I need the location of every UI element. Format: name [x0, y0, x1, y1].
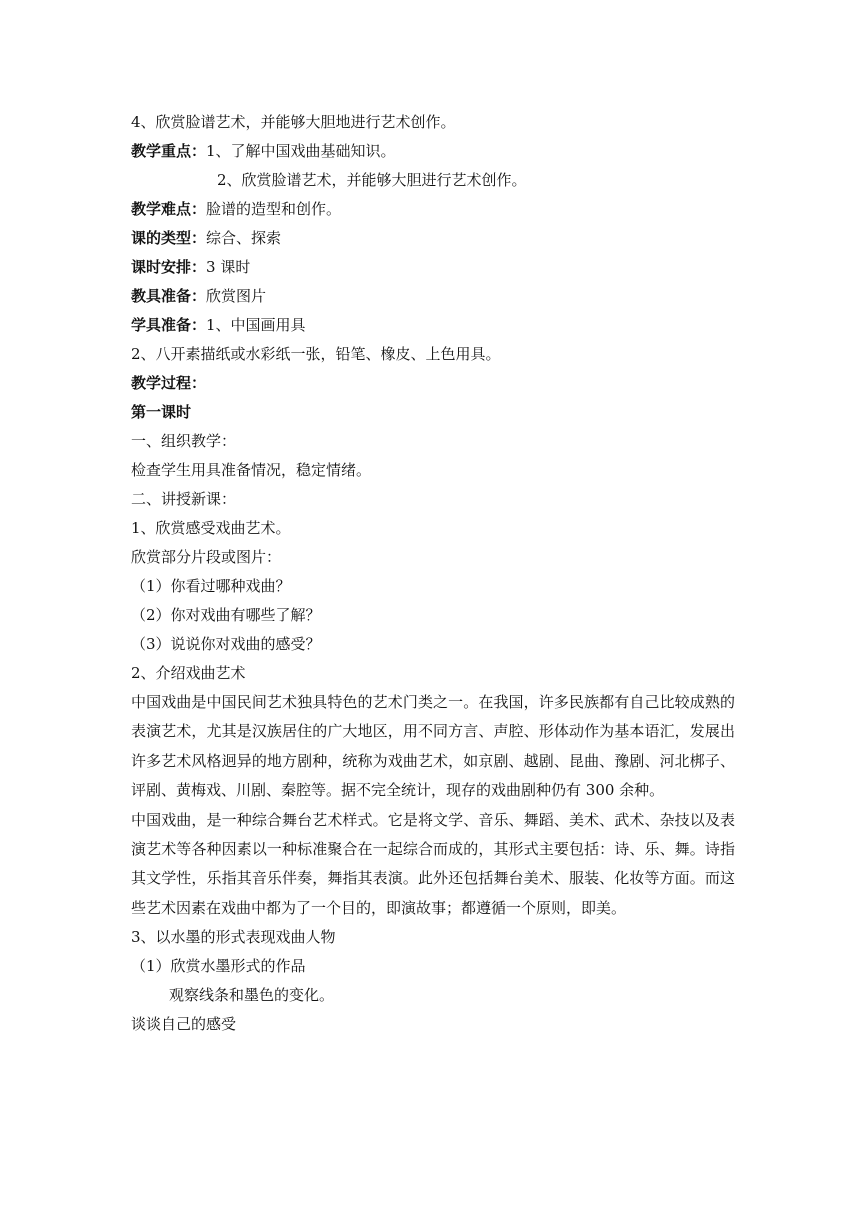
- sub-step-1: （1）欣赏水墨形式的作品: [131, 957, 306, 976]
- question-1: （1）你看过哪种戏曲？: [131, 577, 291, 595]
- schedule-value: 3 课时: [206, 258, 251, 276]
- student-tools-label: 学具准备：: [131, 316, 207, 334]
- step-1-intro: 欣赏部分片段或图片：: [131, 548, 282, 566]
- step-3-title: 3、以水墨的形式表现戏曲人物: [131, 928, 336, 947]
- section-1-text: 检查学生用具准备情况，稳定情绪。: [131, 461, 372, 479]
- discussion-prompt: 谈谈自己的感受: [131, 1015, 237, 1034]
- lesson-type-value: 综合、探索: [206, 229, 282, 247]
- key-points-label: 教学重点：: [131, 142, 207, 160]
- step-2-title: 2、介绍戏曲艺术: [131, 664, 246, 682]
- process-heading: 教学过程：: [131, 374, 207, 392]
- lesson-plan-body: [131, 108, 735, 1039]
- sub-step-1-detail: 观察线条和墨色的变化。: [169, 986, 335, 1005]
- question-2: （2）你对戏曲有哪些了解？: [131, 606, 321, 624]
- key-point-1: 1、了解中国戏曲基础知识。: [206, 142, 396, 160]
- key-points-row: [131, 137, 735, 166]
- step-1-title: 1、欣赏感受戏曲艺术。: [131, 519, 291, 537]
- teacher-tools-row: [131, 282, 735, 311]
- difficulty-label: 教学难点：: [131, 200, 207, 218]
- opera-intro-paragraph-2: 中国戏曲，是一种综合舞台艺术样式。它是将文学、音乐、舞蹈、美术、武术、杂技以及表演艺术等各种因素以一种标准聚合在一起综合而成的，其形式主要包括：诗、乐、舞。诗指其文学性，乐指其音乐伴奏，舞指其表演。此外还包括舞台美术、服装、化妆等方面。而这些艺术因素在戏曲中都为了一个目的，即演故事；都遵循一个原则，即美。: [131, 810, 735, 917]
- teacher-tools-label: 教具准备：: [131, 287, 207, 305]
- schedule-label: 课时安排：: [131, 258, 207, 276]
- opera-intro-paragraph-1: 中国戏曲是中国民间艺术独具特色的艺术门类之一。在我国，许多民族都有自己比较成熟的表演艺术，尤其是汉族居住的广大地区，用不同方言、声腔、形体动作为基本语汇，发展出许多艺术风格迥异的地方剧种，统称为戏曲艺术，如京剧、越剧、昆曲、豫剧、河北梆子、评剧、黄梅戏、川剧、秦腔等。据不完全统计，现存的戏曲剧种仍有 300 余种。: [131, 693, 735, 800]
- difficulty-value: 脸谱的造型和创作。: [206, 200, 342, 218]
- section-2-title: 二、讲授新课：: [131, 490, 237, 508]
- student-tools-item-2: 2、八开素描纸或水彩纸一张，铅笔、橡皮、上色用具。: [131, 345, 501, 363]
- teacher-tools-value: 欣赏图片: [206, 287, 267, 305]
- student-tools-item-1: 1、中国画用具: [206, 316, 306, 334]
- key-point-2: 2、欣赏脸谱艺术，并能够大胆进行艺术创作。: [217, 171, 527, 189]
- question-3: （3）说说你对戏曲的感受？: [131, 635, 321, 653]
- section-1-title: 一、组织教学：: [131, 432, 237, 450]
- student-tools-row: [131, 311, 735, 340]
- lesson-type-row: [131, 224, 735, 253]
- difficulty-row: [131, 195, 735, 224]
- schedule-row: [131, 253, 735, 282]
- lesson-type-label: 课的类型：: [131, 229, 207, 247]
- objective-item-4: 4、欣赏脸谱艺术，并能够大胆地进行艺术创作。: [131, 113, 456, 131]
- lesson-1-heading: 第一课时: [131, 403, 192, 421]
